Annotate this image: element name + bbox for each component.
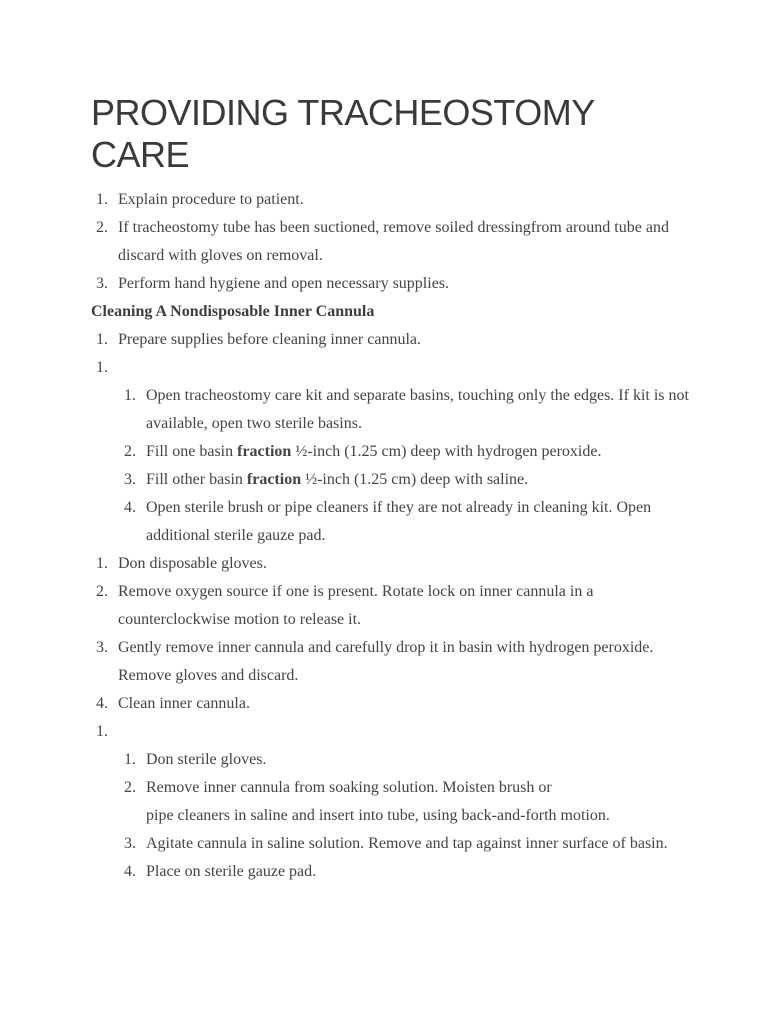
list-number: 1. [124, 751, 136, 768]
list-item [91, 718, 691, 746]
list-number: 2. [124, 443, 136, 460]
list-text: Don sterile gloves. [146, 751, 267, 768]
list-number: 1. [96, 723, 108, 740]
list-number: 3. [124, 471, 136, 488]
list-item [91, 550, 691, 578]
list-text: Place on sterile gauze pad. [146, 863, 317, 880]
list-text: Gently remove inner cannula and carefully drop it in basin with hydrogen peroxide. Remove gloves and discard. [118, 639, 654, 684]
list-number: 1. [96, 331, 108, 348]
list-text [118, 718, 691, 746]
list-item [91, 186, 691, 214]
bold-term: fraction [237, 443, 292, 460]
list-number: 3. [96, 275, 108, 292]
list-number: 4. [96, 695, 108, 712]
text-segment: ½-inch (1.25 cm) deep with saline. [301, 471, 529, 488]
list-item [119, 830, 691, 858]
list-text [146, 774, 691, 830]
list-number: 1. [96, 191, 108, 208]
list-text: Clean inner cannula. [118, 695, 250, 712]
list-item [119, 774, 691, 830]
list-number: 3. [124, 835, 136, 852]
list-item [91, 326, 691, 354]
list-text: Agitate cannula in saline solution. Remove and tap against inner surface of basin. [146, 835, 668, 852]
list-item [119, 466, 691, 494]
list-text [118, 354, 691, 382]
list-number: 3. [96, 639, 108, 656]
list-text: If tracheostomy tube has been suctioned, remove soiled dressingfrom around tube and discard with gloves on removal. [118, 219, 669, 264]
list-number: 4. [124, 499, 136, 516]
list-text: Open tracheostomy care kit and separate basins, touching only the edges. If kit is not available, open two sterile basins. [146, 387, 689, 432]
list-item [119, 382, 691, 438]
list-text [146, 438, 691, 466]
document-body [91, 186, 691, 886]
list-item [91, 690, 691, 718]
list-number: 2. [96, 583, 108, 600]
list-text: Don disposable gloves. [118, 555, 267, 572]
list-item [119, 494, 691, 550]
nested-list [91, 382, 691, 550]
page-title: PROVIDING TRACHEOSTOMY CARE [91, 92, 595, 175]
list-item [91, 578, 691, 634]
list-item [91, 214, 691, 270]
list-text: Remove oxygen source if one is present. Rotate lock on inner cannula in a counterclockwise motion to release it. [118, 583, 594, 628]
text-segment: Fill one basin [146, 443, 238, 460]
list-text: Perform hand hygiene and open necessary supplies. [118, 275, 450, 292]
section-heading: Cleaning A Nondisposable Inner Cannula [91, 303, 375, 320]
list-text [146, 466, 691, 494]
list-text: Open sterile brush or pipe cleaners if they are not already in cleaning kit. Open additional sterile gauze pad. [146, 499, 652, 544]
text-segment: Fill other basin [146, 471, 247, 488]
list-text: Prepare supplies before cleaning inner cannula. [118, 331, 421, 348]
nested-list [91, 746, 691, 886]
list-number: 2. [124, 779, 136, 796]
list-number: 2. [96, 219, 108, 236]
list-item [91, 354, 691, 382]
list-item [119, 746, 691, 774]
list-item [91, 270, 691, 298]
list-number: 1. [96, 359, 108, 376]
list-item [119, 438, 691, 466]
document-page [91, 92, 691, 886]
list-item [119, 858, 691, 886]
text-segment: ½-inch (1.25 cm) deep with hydrogen peroxide. [291, 443, 602, 460]
list-item [91, 634, 691, 690]
list-number: 4. [124, 863, 136, 880]
text-line: pipe cleaners in saline and insert into tube, using back-and-forth motion. [146, 807, 610, 824]
list-number: 1. [124, 387, 136, 404]
bold-term: fraction [246, 471, 302, 488]
text-line: Remove inner cannula from soaking solution. Moisten brush or [146, 779, 552, 796]
list-number: 1. [96, 555, 108, 572]
list-text: Explain procedure to patient. [118, 191, 304, 208]
